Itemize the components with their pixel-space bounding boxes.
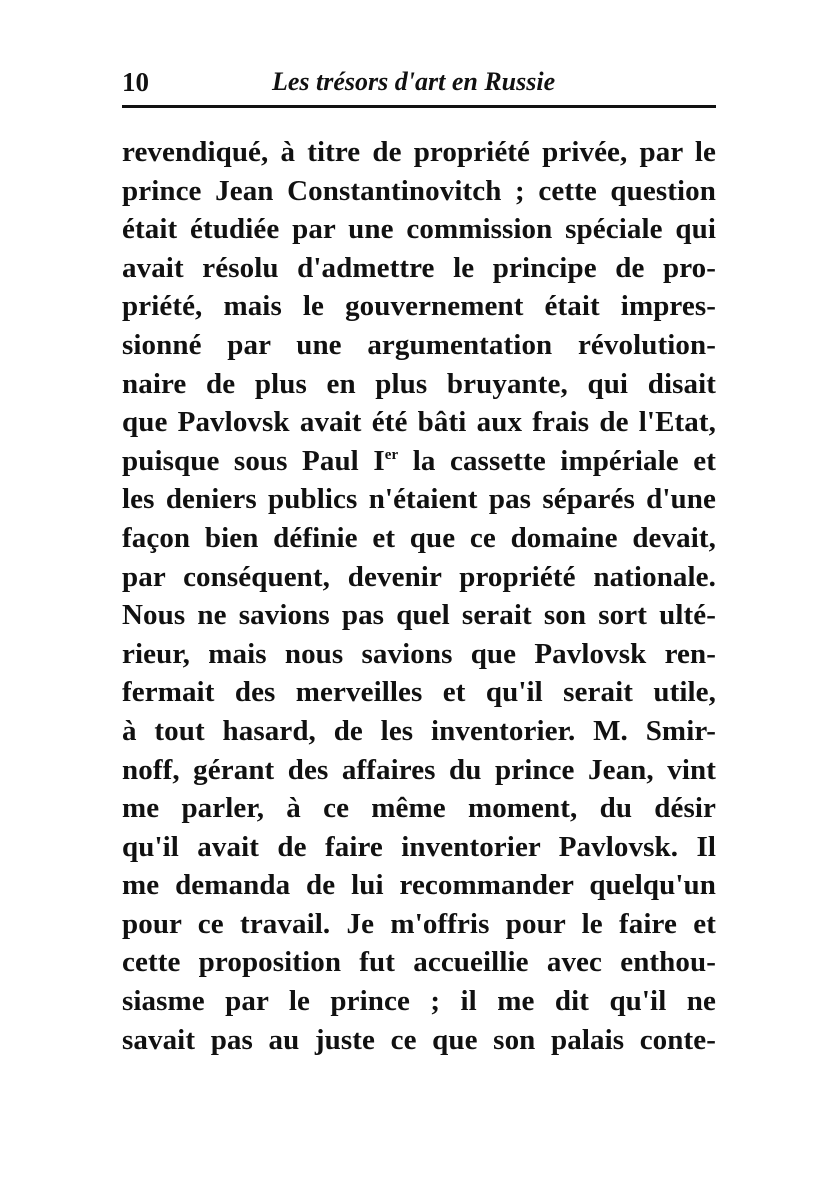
text-line: façon bien définie et que ce domaine devait,: [122, 521, 716, 554]
text-line: noff, gérant des affaires du prince Jean, vint: [122, 753, 716, 786]
text-line: Nous ne savions pas quel serait son sort ulté-: [122, 599, 716, 632]
text-line: prince Jean Constantinovitch ; cette question: [122, 174, 716, 207]
text-line: savait pas au juste ce que son palais conte-: [122, 1023, 716, 1056]
text-line: par conséquent, devenir propriété nationale.: [122, 560, 716, 593]
text-line: me parler, à ce même moment, du désir: [122, 792, 716, 825]
text-line: me demanda de lui recommander quelqu'un: [122, 869, 716, 902]
text-line: siasme par le prince ; il me dit qu'il ne: [122, 985, 716, 1018]
page-number: 10: [122, 67, 149, 97]
text-line: revendiqué, à titre de propriété privée, par le: [122, 136, 716, 168]
text-line: priété, mais le gouvernement était impres-: [122, 290, 716, 323]
page-header: [122, 62, 716, 102]
text-line: sionné par une argumentation révolution-: [122, 328, 716, 361]
text-line: naire de plus en plus bruyante, qui disait: [122, 367, 716, 400]
text-line: rieur, mais nous savions que Pavlovsk ren-: [122, 637, 716, 670]
text-line: les deniers publics n'étaient pas séparés d'une: [122, 483, 716, 516]
running-title: Les trésors d'art en Russie: [272, 67, 556, 96]
text-line-end: la cassette impériale et: [398, 444, 716, 477]
text-line: [122, 442, 716, 481]
text-line: cette proposition fut accueillie avec enthou-: [122, 946, 716, 979]
text-line: à tout hasard, de les inventorier. M. Smir-: [122, 714, 716, 747]
superscript: er: [384, 446, 399, 463]
text-line: que Pavlovsk avait été bâti aux frais de l'Etat,: [122, 406, 716, 439]
text-line: avait résolu d'admettre le principe de pro-: [122, 251, 716, 284]
text-line: pour ce travail. Je m'offris pour le faire et: [122, 907, 716, 940]
text-line: était étudiée par une commission spéciale qui: [122, 213, 716, 246]
text-line: qu'il avait de faire inventorier Pavlovsk. Il: [122, 830, 716, 863]
text-line-start: puisque sous Paul I: [122, 444, 385, 477]
header-rule: [122, 105, 716, 108]
body-text: [122, 133, 716, 1059]
text-line: fermait des merveilles et qu'il serait utile,: [122, 676, 716, 709]
